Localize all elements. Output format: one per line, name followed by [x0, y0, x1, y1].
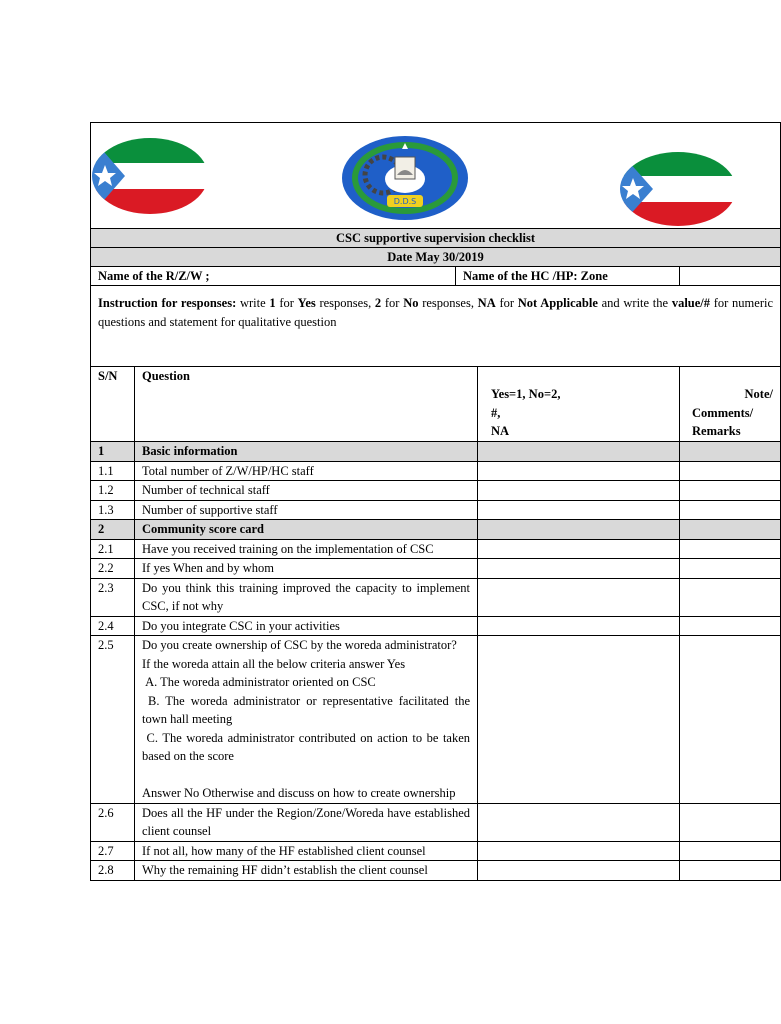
question-row [91, 461, 781, 481]
question-text: Why the remaining HF didn’t establish the client counsel [135, 861, 478, 881]
question-text: Number of technical staff [135, 481, 478, 501]
response-cell[interactable] [478, 578, 680, 616]
row-number: 2.5 [91, 636, 135, 804]
checklist-table [90, 122, 781, 881]
question-row [91, 841, 781, 861]
row-number: 2.7 [91, 841, 135, 861]
notes-cell[interactable] [680, 442, 781, 462]
notes-cell[interactable] [680, 578, 781, 616]
notes-cell[interactable] [680, 500, 781, 520]
question-text: Does all the HF under the Region/Zone/Woreda have established client counsel [135, 803, 478, 841]
agency-emblem-icon [341, 135, 469, 221]
question-row [91, 481, 781, 501]
response-cell[interactable] [478, 636, 680, 804]
row-number: 2.3 [91, 578, 135, 616]
question-text: If yes When and by whom [135, 559, 478, 579]
row-number: 1.3 [91, 500, 135, 520]
checklist-page [90, 122, 780, 881]
instruction-text: Instruction for responses: write 1 for Yes responses, 2 for No responses, NA for Not Applicable and write the value/# for numeric questions and statement for qualitative question [91, 286, 781, 367]
question-text: Total number of Z/W/HP/HC staff [135, 461, 478, 481]
row-number: 2.6 [91, 803, 135, 841]
section-row [91, 442, 781, 462]
question-row [91, 500, 781, 520]
response-cell[interactable] [478, 861, 680, 881]
notes-cell[interactable] [680, 636, 781, 804]
notes-cell[interactable] [680, 861, 781, 881]
response-cell[interactable] [478, 442, 680, 462]
notes-cell[interactable] [680, 616, 781, 636]
row-number: 2.1 [91, 539, 135, 559]
question-row [91, 578, 781, 616]
question-row [91, 539, 781, 559]
notes-cell[interactable] [680, 481, 781, 501]
question-row [91, 803, 781, 841]
response-cell[interactable] [478, 559, 680, 579]
response-column-header: Yes=1, No=2, #, NA [478, 367, 680, 442]
row-number: 1.1 [91, 461, 135, 481]
question-text: Do you integrate CSC in your activities [135, 616, 478, 636]
sn-column-header: S/N [91, 367, 135, 442]
response-cell[interactable] [478, 481, 680, 501]
response-cell[interactable] [478, 520, 680, 540]
section-row [91, 520, 781, 540]
checklist-date: Date May 30/2019 [91, 248, 781, 267]
rzw-name-label: Name of the R/Z/W ; [91, 267, 456, 285]
response-cell[interactable] [478, 500, 680, 520]
notes-cell[interactable] [680, 520, 781, 540]
notes-cell[interactable] [680, 803, 781, 841]
left-flag-icon [91, 137, 209, 215]
row-number: 2.2 [91, 559, 135, 579]
question-text: Have you received training on the implementation of CSC [135, 539, 478, 559]
question-row [91, 559, 781, 579]
section-title: Community score card [135, 520, 478, 540]
notes-cell[interactable] [680, 539, 781, 559]
question-row [91, 616, 781, 636]
notes-cell[interactable] [680, 559, 781, 579]
row-number: 1 [91, 442, 135, 462]
question-row [91, 861, 781, 881]
hc-name-label: Name of the HC /HP: Zone [463, 269, 608, 283]
response-cell[interactable] [478, 461, 680, 481]
notes-column-header: Note/ Comments/ Remarks [680, 367, 781, 442]
notes-cell[interactable] [680, 461, 781, 481]
name-row-extra-cell [680, 267, 781, 286]
checklist-title: CSC supportive supervision checklist [91, 229, 781, 248]
notes-cell[interactable] [680, 841, 781, 861]
section-title: Basic information [135, 442, 478, 462]
row-number: 2.4 [91, 616, 135, 636]
row-number: 2 [91, 520, 135, 540]
question-text: Number of supportive staff [135, 500, 478, 520]
row-number: 1.2 [91, 481, 135, 501]
right-flag-icon [619, 151, 737, 227]
response-cell[interactable] [478, 616, 680, 636]
logo-banner [91, 123, 781, 229]
question-column-header: Question [135, 367, 478, 442]
response-cell[interactable] [478, 841, 680, 861]
question-row [91, 636, 781, 804]
checklist-rows [91, 442, 781, 881]
question-text: Do you think this training improved the capacity to implement CSC, if not why [135, 578, 478, 616]
question-text: If not all, how many of the HF established client counsel [135, 841, 478, 861]
response-cell[interactable] [478, 539, 680, 559]
emblem-text: D.D.S [393, 197, 417, 206]
row-number: 2.8 [91, 861, 135, 881]
question-text: Do you create ownership of CSC by the woreda administrator? If the woreda attain all the below criteria answer Yes A. The woreda administrator oriented on CSC B. The woreda administrator or representative facilitated the town hall meeting C. The woreda administrator contributed on action to be taken based on the score Answer No Otherwise and discuss on how to create ownership [135, 636, 478, 804]
response-cell[interactable] [478, 803, 680, 841]
